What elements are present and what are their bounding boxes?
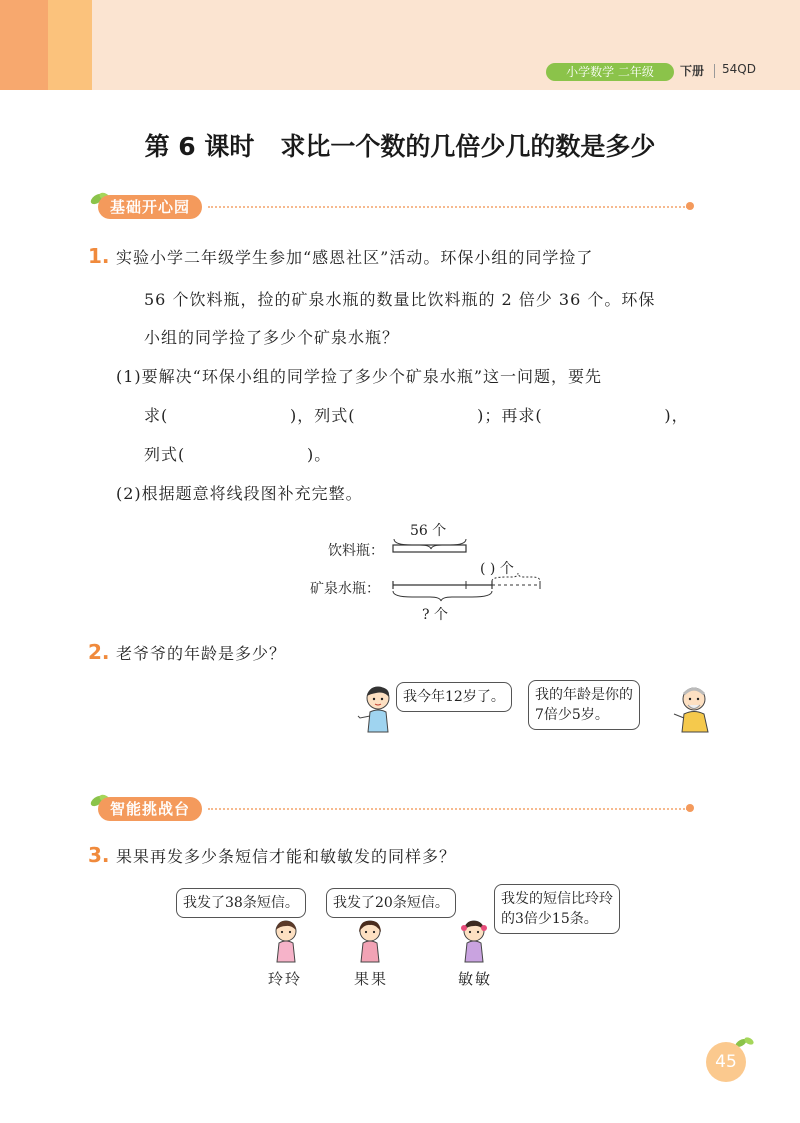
dotted-divider bbox=[208, 206, 688, 208]
grandpa-line-1: 我的年龄是你的 bbox=[535, 687, 633, 703]
lesson-title bbox=[0, 127, 800, 163]
water-brace bbox=[393, 591, 492, 601]
section-header-basic bbox=[88, 190, 708, 220]
question-number-3: 3. bbox=[88, 843, 110, 867]
q1-line-3: 小组的同学捡了多少个矿泉水瓶？ bbox=[144, 328, 400, 347]
lesson-number: 第 6 课时 bbox=[144, 132, 255, 161]
q1-sub1-line-2: 求( )，列式( )；再求( )， bbox=[144, 406, 689, 425]
diagram-drinks-count: 56 个 bbox=[410, 523, 447, 539]
edition-label: 54QD bbox=[722, 62, 756, 76]
question-number-2: 2. bbox=[88, 640, 110, 664]
header-stripe-orange bbox=[0, 0, 48, 90]
diagram-blank-count: ( ) 个 bbox=[480, 561, 514, 577]
lesson-topic: 求比一个数的几倍少几的数是多少 bbox=[280, 132, 656, 161]
header-stripe-yellow bbox=[48, 0, 92, 90]
grandpa-icon bbox=[672, 684, 718, 734]
section-title-basic: 基础开心园 bbox=[98, 195, 202, 219]
q1-sub2: (2)根据题意将线段图补充完整。 bbox=[116, 484, 363, 503]
speech-bubble-guoguo: 我发了20条短信。 bbox=[326, 888, 456, 918]
drinks-segment bbox=[393, 545, 466, 552]
drinks-brace bbox=[394, 539, 466, 549]
header-divider bbox=[714, 64, 715, 78]
section-header-challenge bbox=[88, 792, 708, 822]
speech-bubble-lingling: 我发了38条短信。 bbox=[176, 888, 306, 918]
minmin-line-2: 的3倍少15条。 bbox=[501, 911, 598, 927]
boy-icon bbox=[356, 684, 398, 734]
q2-text: 老爷爷的年龄是多少？ bbox=[116, 644, 287, 663]
q3-text: 果果再发多少条短信才能和敏敏发的同样多？ bbox=[116, 847, 457, 866]
dotted-divider bbox=[208, 808, 688, 810]
girl-guoguo-icon bbox=[350, 918, 390, 964]
minmin-line-1: 我发的短信比玲玲 bbox=[501, 891, 613, 907]
diagram-label-drinks: 饮料瓶： bbox=[328, 543, 384, 559]
volume-label: 下册 bbox=[680, 64, 705, 78]
q1-line-2: 56 个饮料瓶，捡的矿泉水瓶的数量比饮料瓶的 2 倍少 36 个。环保 bbox=[144, 290, 656, 309]
diagram-label-water: 矿泉水瓶： bbox=[310, 581, 380, 597]
divider-end-dot bbox=[686, 202, 694, 210]
name-minmin: 敏敏 bbox=[458, 970, 493, 988]
q1-sub1-line-3: 列式( )。 bbox=[144, 445, 332, 464]
grandpa-line-2: 7倍少5岁。 bbox=[535, 707, 609, 723]
name-guoguo: 果果 bbox=[354, 970, 389, 988]
q1-line-1: 实验小学二年级学生参加“感恩社区”活动。环保小组的同学捡了 bbox=[116, 248, 594, 267]
name-lingling: 玲玲 bbox=[268, 970, 303, 988]
segment-diagram bbox=[300, 515, 570, 625]
divider-end-dot bbox=[686, 804, 694, 812]
question-number-1: 1. bbox=[88, 244, 110, 268]
q1-sub1-line-1: (1)要解决“环保小组的同学捡了多少个矿泉水瓶”这一问题，要先 bbox=[116, 367, 603, 386]
girl-lingling-icon bbox=[266, 918, 306, 964]
speech-bubble-minmin bbox=[494, 884, 620, 934]
section-title-challenge: 智能挑战台 bbox=[98, 797, 202, 821]
page-number: 45 bbox=[706, 1042, 746, 1082]
diagram-unknown-count: ? 个 bbox=[422, 607, 448, 623]
girl-minmin-icon bbox=[454, 918, 494, 964]
speech-bubble-grandpa bbox=[528, 680, 640, 730]
speech-bubble-boy: 我今年12岁了。 bbox=[396, 682, 512, 712]
grade-badge: 小学数学 二年级 bbox=[546, 63, 674, 81]
